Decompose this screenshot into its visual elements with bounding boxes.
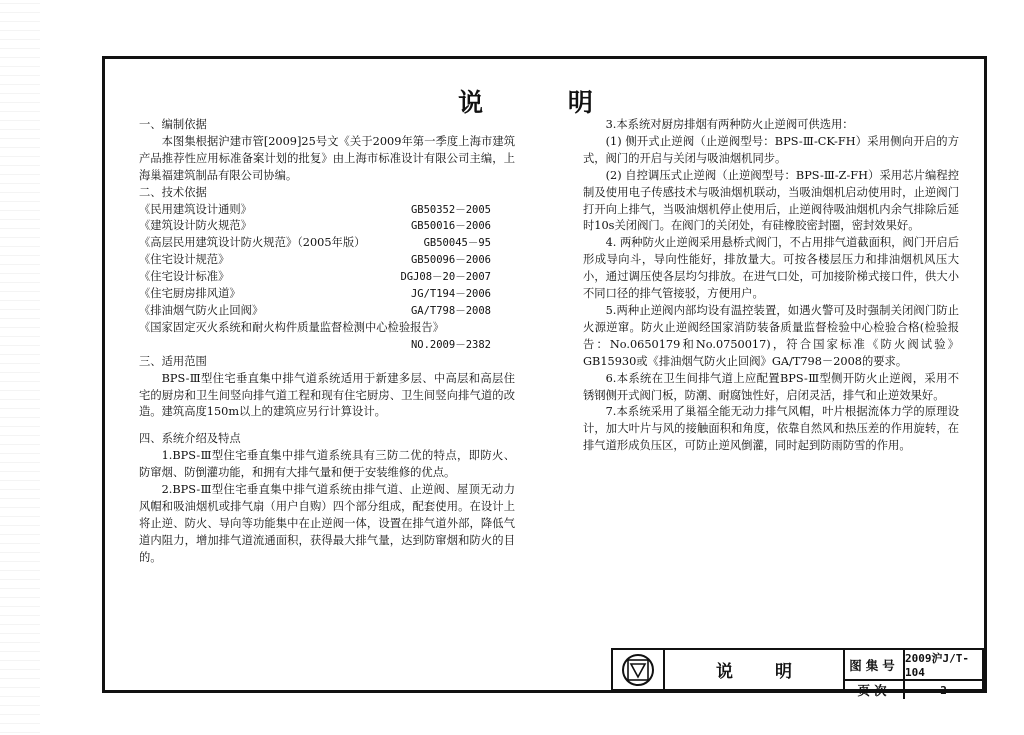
standard-code: JG/T194－2006: [410, 288, 491, 301]
paragraph: 3.本系统对厨房排烟有两种防火止逆阀可供选用：: [605, 118, 854, 131]
section-heading: 二、技术依据: [139, 185, 207, 199]
logo-icon: [613, 650, 665, 689]
scan-edge: [0, 0, 40, 735]
paragraph: BPS-Ⅲ型住宅垂直集中排气道系统适用于新建多层、中高层和高层住宅的厨房和卫生间竖向排气道工程和现有住宅厨房、卫生间竖向排气道的改造。建筑高度150m以上的建筑应另行计算设计。: [139, 371, 515, 419]
standard-row: [139, 269, 515, 286]
standard-code: DGJ08－20－2007: [400, 271, 491, 284]
standard-name: 《排油烟气防火止回阀》: [139, 303, 264, 317]
paragraph: 本图集根据沪建市管[2009]25号文《关于2009年第一季度上海市建筑产品推荐性应用标准备案计划的批复》由上海市标准设计有限公司主编，上海巢福建筑制品有限公司协编。: [139, 134, 515, 182]
drawing-frame: [102, 56, 987, 698]
standard-row: [139, 286, 515, 303]
standard-code: GB50352－2005: [410, 203, 491, 216]
standard-code: GB50096－2006: [410, 254, 491, 267]
section-heading: 一、编制依据: [139, 118, 207, 131]
standard-name: 《民用建筑设计通则》: [139, 202, 252, 216]
paragraph: 1.BPS-Ⅲ型住宅垂直集中排气道系统具有三防二优的特点，即防火、防窜烟、防倒灌功能，和拥有大排气量和便于安装维修的优点。: [139, 449, 515, 480]
standard-row: [139, 202, 515, 219]
standards-list: [139, 202, 515, 354]
standard-name: 《住宅设计规范》: [139, 253, 230, 267]
page-value: 2: [940, 683, 947, 697]
paragraph: (2) 自控调压式止逆阀（止逆阀型号：BPS-Ⅲ-Z-FH）采用芯片编程控制及使用电子传感技术与吸油烟机联动，当吸油烟机启动使用时，止逆阀门打开向上排气，当吸油烟机停止使用后，止逆阀待吸油烟机内余气排除后延时10s关闭阀门。在阀门的关闭处，有硅橡胶密封圈，密封效果好。: [583, 168, 959, 233]
standard-code: GA/T798－2008: [410, 304, 491, 317]
standard-name: 《高层民用建筑设计防火规范》（2005年版）: [139, 236, 366, 250]
report-number: NO.2009－2382: [410, 338, 491, 351]
standard-name: 《住宅设计标准》: [139, 270, 230, 284]
section-heading: 四、系统介绍及特点: [139, 432, 241, 446]
standard-row: [139, 303, 515, 320]
standard-name: 《建筑设计防火规范》: [139, 219, 252, 233]
paragraph: 2.BPS-Ⅲ型住宅垂直集中排气道系统由排气道、止逆阀、屋顶无动力风帽和吸油烟机或排气扇（用户自购）四个部分组成，配套使用。在设计上将止逆、防火、导向等功能集中在止逆阀一体，设置在排气道外部，降低气道内阻力，增加排气道流通面积，获得最大排气量，达到防窜烟和防火的目的。: [139, 483, 515, 564]
paragraph: (1) 侧开式止逆阀（止逆阀型号：BPS-Ⅲ-CK-FH）采用侧向开启的方式，阀门的开启与关闭与吸油烟机同步。: [583, 134, 959, 165]
standard-code: GB50045－95: [423, 237, 491, 250]
paragraph: 7.本系统采用了巢福全能无动力排气风帽，叶片根据流体力学的原理设计，加大叶片与风的接触面积和角度，依靠自然风和热压差的作用旋转，在排气道形成负压区，可防止逆风倒灌，同时起到防雨防雪的作用。: [583, 405, 959, 453]
title-block-name: 说 明: [665, 650, 845, 689]
atlas-label: 图集号: [845, 650, 905, 681]
report-name: 《国家固定灭火系统和耐火构件质量监督检测中心检验报告》: [139, 320, 445, 334]
paragraph: 6.本系统在卫生间排气道上应配置BPS-Ⅲ型侧开防火止逆阀，采用不锈钢侧开式阀门板，防潮、耐腐蚀性好，启闭灵活，排气和止逆效果好。: [583, 371, 959, 402]
page-label: 页次: [845, 681, 905, 699]
standard-row: [139, 218, 515, 235]
standard-code: GB50016－2006: [410, 220, 491, 233]
page-title: 说 明: [458, 88, 631, 117]
paragraph: 4. 两种防火止逆阀采用悬桥式阀门，不占用排气道截面积，阀门开启后形成导向斗，导向性能好，排放量大。可按各楼层压力和排油烟机风压大小，通过调压使各层均匀排放。在进气口处，可加接阶梯式接口件，供大小不同口径的排气管接驳，方便用户。: [583, 236, 959, 301]
standard-row: [139, 252, 515, 269]
standard-name: 《住宅厨房排风道》: [139, 287, 241, 301]
right-column: [583, 117, 959, 455]
paragraph: 5.两种止逆阀内部均设有温控装置，如遇火警可及时强制关闭阀门防止火源逆窜。防火止逆阀经国家消防装备质量监督检验中心检验合格(检验报告：No.0650179和No.0750017)，符合国家标准《防火阀试验》GB15930或《排油烟气防火止回阀》GA/T798－2008的要求。: [583, 303, 959, 368]
title-block: [611, 648, 984, 698]
atlas-value: 2009沪J/T-104: [905, 650, 982, 681]
title-block-grid: [845, 650, 982, 698]
section-heading: 三、适用范围: [139, 354, 207, 368]
standard-row: [139, 235, 515, 252]
left-column: [139, 117, 515, 567]
